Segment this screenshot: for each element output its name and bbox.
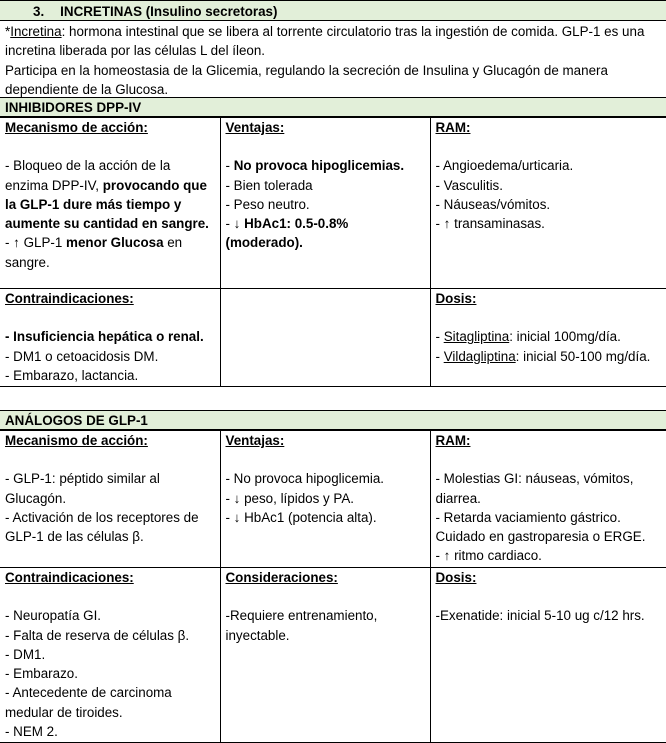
dpp4-ventaja-hba1c bbox=[226, 214, 425, 253]
dpp4-ram-1: - Angioedema/urticaria. bbox=[435, 158, 574, 174]
glp1-consideraciones-text: -Requiere entrenamiento, inyectable. bbox=[225, 608, 378, 643]
dpp4-en-sangre: en sangre. bbox=[5, 235, 183, 270]
glp1-ventaja-3: - ↓ HbAc1 (potencia alta). bbox=[225, 509, 377, 525]
glp1-mecanismo-1: - GLP-1: péptido similar al Glucagón. bbox=[5, 471, 160, 506]
intro-line-2: Participa en la homeostasia de la Glicemia, regulando la secreción de Insulina y Glucagón de manera dependiente de la Glucosa. bbox=[5, 62, 608, 97]
term-incretina: Incretina bbox=[10, 24, 62, 39]
glp1-ram-2: - Retarda vaciamiento gástrico. Cuidado en gastroparesia o ERGE. bbox=[435, 509, 646, 545]
dpp4-empty-cell bbox=[220, 289, 430, 387]
dpp4-ram-title: RAM: bbox=[435, 120, 471, 135]
dpp4-contra-1: - Insuficiencia hepática o renal. bbox=[5, 329, 204, 345]
glp1-row-2 bbox=[0, 568, 666, 743]
glp1-contra-1: - Neuropatía GI. bbox=[5, 608, 102, 624]
dpp4-ventaja-3: - Peso neutro. bbox=[225, 196, 310, 212]
asterisk: * bbox=[5, 24, 11, 39]
dpp4-dosis-cell bbox=[430, 289, 666, 387]
glp1-consideraciones-cell bbox=[220, 568, 430, 743]
glp1-ram-1: - Molestias GI: náuseas, vómitos, diarrea. bbox=[435, 471, 634, 506]
intro-paragraph bbox=[0, 21, 666, 97]
dpp4-mecanismo-cell bbox=[0, 118, 220, 289]
glp1-contra-4: - Embarazo. bbox=[5, 666, 78, 682]
glp1-dosis-cell bbox=[430, 568, 666, 743]
glp1-ventaja-2: - ↓ peso, lípidos y PA. bbox=[225, 490, 355, 506]
glp1-contra-3: - DM1. bbox=[5, 646, 46, 662]
dpp4-mecanismo-text: - Bloqueo de la acción de la enzima DPP-IV, bbox=[5, 158, 171, 193]
glp1-contra-5: - Antecedente de carcinoma medular de tiroides. bbox=[5, 685, 172, 720]
dash: - bbox=[435, 348, 444, 364]
dpp4-mecanismo-line2 bbox=[5, 233, 215, 272]
section-title: INCRETINAS (Insulino secretoras) bbox=[60, 4, 278, 19]
glp1-contra-6: - NEM 2. bbox=[5, 724, 58, 740]
dpp4-ram-4: - ↑ transaminasas. bbox=[435, 216, 545, 232]
dpp4-dosis-1 bbox=[436, 327, 662, 346]
dash: - bbox=[435, 329, 444, 345]
vildagliptina-name: Vildagliptina bbox=[443, 348, 516, 364]
dpp4-ram-3: - Náuseas/vómitos. bbox=[435, 196, 551, 212]
glp1-ventajas-cell bbox=[220, 431, 430, 568]
dpp4-hba1c-text: HbAc1: 0.5-0.8% (moderado). bbox=[225, 216, 349, 251]
glp1-ventajas-title: Ventajas: bbox=[225, 433, 285, 448]
down-arrow: - ↓ bbox=[225, 216, 245, 232]
dpp4-table bbox=[0, 117, 666, 387]
glp1-contra-2: - Falta de reserva de células β. bbox=[5, 627, 190, 643]
dpp4-menor-glucosa: menor Glucosa bbox=[66, 235, 164, 251]
sitagliptina-name: Sitagliptina bbox=[443, 329, 510, 345]
dpp4-contra-2: - DM1 o cetoacidosis DM. bbox=[5, 348, 159, 364]
dpp4-mecanismo-line1 bbox=[5, 158, 209, 231]
dpp4-mecanismo-bold: provocando que la GLP-1 dure más tiempo y aumente su cantidad en sangre. bbox=[5, 177, 209, 232]
dpp4-dosis-2 bbox=[436, 347, 662, 366]
section-number: 3. bbox=[33, 4, 45, 19]
section-header bbox=[0, 0, 666, 21]
dpp4-ventaja-1 bbox=[226, 156, 425, 175]
dpp4-contra-3: - Embarazo, lactancia. bbox=[5, 367, 139, 383]
dpp4-glp1-up: - ↑ GLP-1 bbox=[5, 235, 67, 251]
vildagliptina-dose: : inicial 50-100 mg/día. bbox=[515, 348, 651, 364]
glp1-dosis-text: -Exenatide: inicial 5-10 ug c/12 hrs. bbox=[435, 608, 645, 624]
dpp4-ram-cell bbox=[430, 118, 666, 289]
glp1-ventaja-1: - No provoca hipoglicemia. bbox=[225, 471, 385, 487]
dpp4-ventaja-2: - Bien tolerada bbox=[225, 177, 313, 193]
glp1-ram-title: RAM: bbox=[435, 433, 471, 448]
sitagliptina-dose: : inicial 100mg/día. bbox=[509, 329, 621, 345]
section-gap bbox=[0, 387, 666, 410]
glp1-contra-title: Contraindicaciones: bbox=[5, 570, 134, 585]
glp1-row-1 bbox=[0, 431, 666, 568]
incretina-definition: : hormona intestinal que se libera al torrente circulatorio tras la ingestión de comida. GLP-1 es una incretina liberada por las células L del íleon. bbox=[5, 24, 645, 59]
glp1-mecanismo-cell bbox=[0, 431, 220, 568]
glp1-dosis-title: Dosis: bbox=[435, 570, 477, 585]
glp1-mecanismo-2: - Activación de los receptores de GLP-1 de las células β. bbox=[5, 509, 199, 545]
glp1-mecanismo-title: Mecanismo de acción: bbox=[5, 433, 148, 448]
dpp4-row-2 bbox=[0, 289, 666, 387]
dpp4-contra-cell bbox=[0, 289, 220, 387]
dpp4-mecanismo-title: Mecanismo de acción: bbox=[5, 120, 148, 135]
glp1-header: ANÁLOGOS DE GLP-1 bbox=[0, 410, 666, 430]
dpp4-ventajas-title: Ventajas: bbox=[225, 120, 285, 135]
glp1-ram-3: - ↑ ritmo cardiaco. bbox=[435, 548, 542, 564]
glp1-contra-cell bbox=[0, 568, 220, 743]
dpp4-ventajas-cell bbox=[220, 118, 430, 289]
dpp4-header: INHIBIDORES DPP-IV bbox=[0, 97, 666, 117]
glp1-ram-cell bbox=[430, 431, 666, 568]
dpp4-dosis-title: Dosis: bbox=[435, 291, 477, 306]
glp1-table bbox=[0, 430, 666, 743]
dpp4-ram-2: - Vasculitis. bbox=[435, 177, 503, 193]
dpp4-contra-title: Contraindicaciones: bbox=[5, 291, 134, 306]
dpp4-row-1 bbox=[0, 118, 666, 289]
glp1-consideraciones-title: Consideraciones: bbox=[225, 570, 338, 585]
dash: - bbox=[225, 158, 234, 174]
dpp4-ventaja-1-text: No provoca hipoglicemias. bbox=[233, 158, 405, 174]
